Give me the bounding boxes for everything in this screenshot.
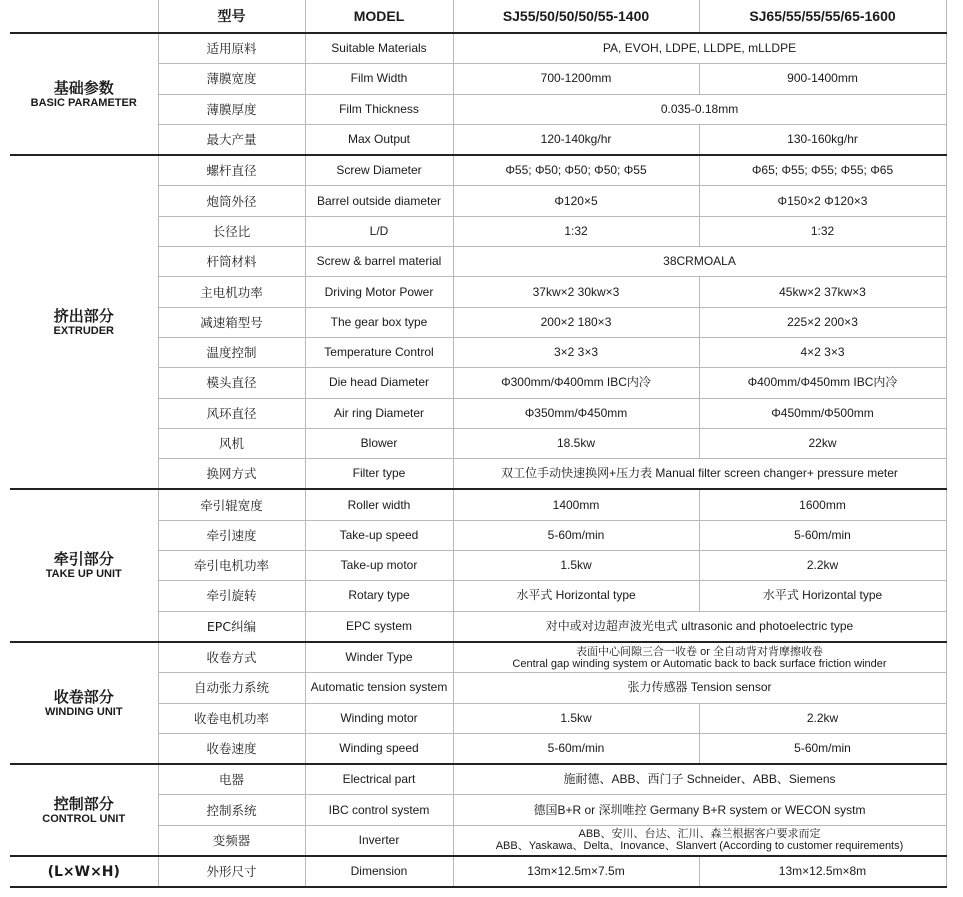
- table-row: 收卷电机功率 Winding motor 1.5kw 2.2kw: [10, 703, 946, 733]
- table-row: EPC纠编 EPC system 对中或对边超声波光电式 ultrasonic and photoelectric type: [10, 611, 946, 642]
- header-blank: [10, 0, 158, 33]
- header-model-1400: SJ55/50/50/50/55-1400: [453, 0, 699, 33]
- table-row: 收卷速度 Winding speed 5-60m/min 5-60m/min: [10, 733, 946, 764]
- header-cn: 型号: [158, 0, 305, 33]
- table-row: 牵引部分 TAKE UP UNIT 牵引辊宽度 Roller width 1400mm 1600mm: [10, 489, 946, 520]
- spec-table: [10, 0, 947, 888]
- table-row: 主电机功率 Driving Motor Power 37kw×2 30kw×3 45kw×2 37kw×3: [10, 277, 946, 307]
- section-control: 控制部分 CONTROL UNIT: [10, 764, 158, 856]
- table-row: 牵引旋转 Rotary type 水平式 Horizontal type 水平式 Horizontal type: [10, 581, 946, 611]
- table-row: 风环直径 Air ring Diameter Φ350mm/Φ450mm Φ450mm/Φ500mm: [10, 398, 946, 428]
- table-row: 控制部分 CONTROL UNIT 电器 Electrical part 施耐德、ABB、西门子 Schneider、ABB、Siemens: [10, 764, 946, 795]
- table-row: 自动张力系统 Automatic tension system 张力传感器 Tension sensor: [10, 673, 946, 703]
- section-dimension: (L×W×H): [10, 856, 158, 887]
- table-row: 炮筒外径 Barrel outside diameter Φ120×5 Φ150×2 Φ120×3: [10, 186, 946, 216]
- header-model: MODEL: [305, 0, 453, 33]
- table-row: 薄膜宽度 Film Width 700-1200mm 900-1400mm: [10, 64, 946, 94]
- table-row: 基础参数 BASIC PARAMETER 适用原料 Suitable Materials PA, EVOH, LDPE, LLDPE, mLLDPE: [10, 33, 946, 64]
- table-row: 风机 Blower 18.5kw 22kw: [10, 428, 946, 458]
- table-row: (L×W×H) 外形尺寸 Dimension 13m×12.5m×7.5m 13m×12.5m×8m: [10, 856, 946, 887]
- table-row: 换网方式 Filter type 双工位手动快速换网+压力表 Manual filter screen changer+ pressure meter: [10, 459, 946, 490]
- table-row: 牵引速度 Take-up speed 5-60m/min 5-60m/min: [10, 520, 946, 550]
- section-takeup: 牵引部分 TAKE UP UNIT: [10, 489, 158, 641]
- table-row: 模头直径 Die head Diameter Φ300mm/Φ400mm IBC内冷 Φ400mm/Φ450mm IBC内冷: [10, 368, 946, 398]
- table-row: 减速箱型号 The gear box type 200×2 180×3 225×2 200×3: [10, 307, 946, 337]
- table-row: 变频器 Inverter ABB、安川、台达、汇川、森兰根据客户要求而定 ABB、Yaskawa、Delta、Inovance、Slanvert (According to customer requirements): [10, 825, 946, 856]
- header-row: [10, 0, 946, 33]
- header-model-1600: SJ65/55/55/55/65-1600: [699, 0, 946, 33]
- table-row: 长径比 L/D 1:32 1:32: [10, 216, 946, 246]
- section-basic: 基础参数 BASIC PARAMETER: [10, 33, 158, 155]
- table-row: 挤出部分 EXTRUDER 螺杆直径 Screw Diameter Φ55; Φ50; Φ50; Φ50; Φ55 Φ65; Φ55; Φ55; Φ55; Φ65: [10, 155, 946, 186]
- table-row: 收卷部分 WINDING UNIT 收卷方式 Winder Type 表面中心间隙三合一收卷 or 全自动背对背摩擦收卷 Central gap winding system or Automatic back to back surface friction winder: [10, 642, 946, 673]
- section-winding: 收卷部分 WINDING UNIT: [10, 642, 158, 764]
- table-row: 温度控制 Temperature Control 3×2 3×3 4×2 3×3: [10, 337, 946, 367]
- table-row: 最大产量 Max Output 120-140kg/hr 130-160kg/hr: [10, 124, 946, 155]
- table-row: 杆筒材料 Screw & barrel material 38CRMOALA: [10, 247, 946, 277]
- table-row: 控制系统 IBC control system 德国B+R or 深圳唯控 Germany B+R system or WECON systm: [10, 795, 946, 825]
- table-row: 薄膜厚度 Film Thickness 0.035-0.18mm: [10, 94, 946, 124]
- section-extruder: 挤出部分 EXTRUDER: [10, 155, 158, 489]
- table-row: 牵引电机功率 Take-up motor 1.5kw 2.2kw: [10, 551, 946, 581]
